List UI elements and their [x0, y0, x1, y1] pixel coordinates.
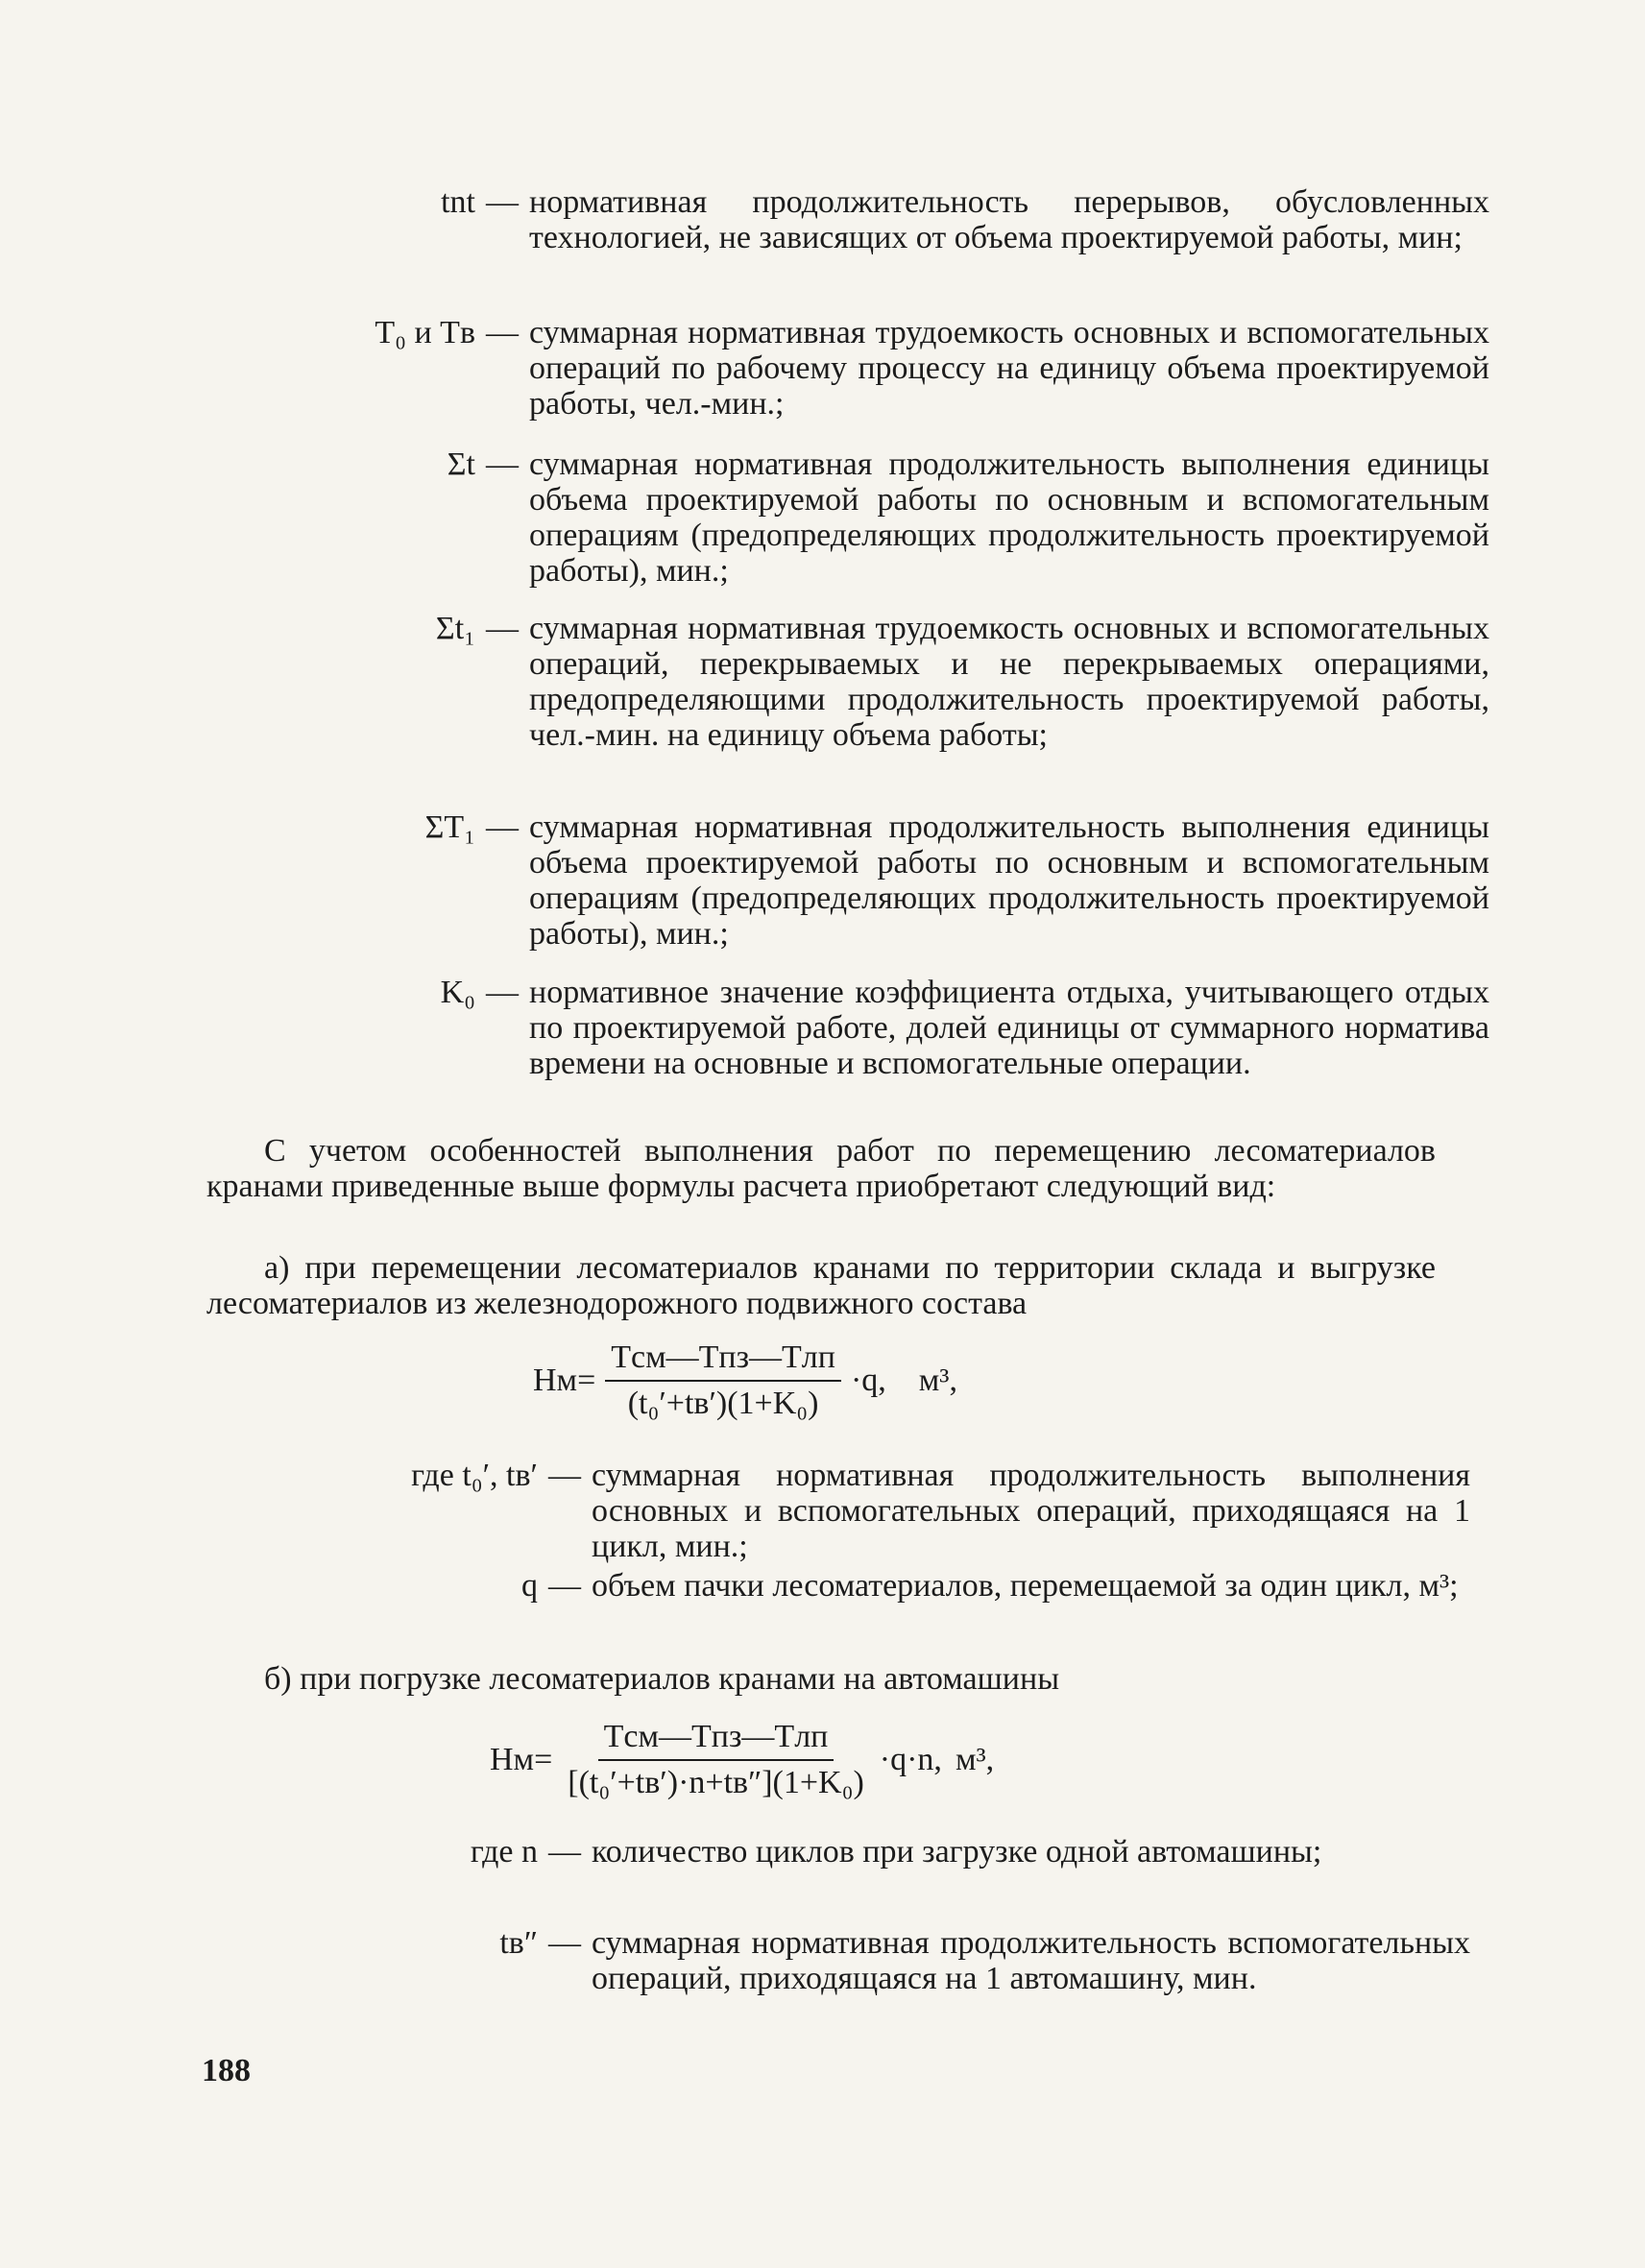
definition-n [230, 1834, 1470, 1870]
definition-text: суммарная нормативная продолжительность вспомогательных операций, приходящаяся на 1 автомашину, мин. [592, 1925, 1470, 1996]
formula-numerator: Tсм—Tпз—Tлп [605, 1339, 841, 1382]
definition-symbol: где t₀′, tв′ [411, 1458, 538, 1493]
definition-dash: — [548, 1834, 581, 1870]
case-a-paragraph [206, 1250, 1436, 1321]
definition-symbol: tв″ [499, 1925, 538, 1961]
formula-denominator: (t₀′+tв′)(1+K₀) [627, 1386, 819, 1421]
formula-fraction [605, 1339, 841, 1422]
definition-q [230, 1568, 1470, 1604]
definition-text: объем пачки лесоматериалов, перемещаемой за один цикл, м³; [592, 1568, 1459, 1604]
definition-symbol: где n [470, 1834, 538, 1870]
definition-dash: — [486, 975, 519, 1010]
case-b-text: б) при погрузке лесоматериалов кранами на автомашины [264, 1661, 1060, 1697]
definition-text: нормативная продолжительность перерывов, обусловленных технологией, не зависящих от объема проектируемой работы, мин; [529, 184, 1489, 255]
definition-dash: — [486, 184, 519, 220]
formula-denominator: [(t₀′+tв′)·n+tв″](1+K₀) [568, 1765, 864, 1800]
intro-paragraph [206, 1133, 1436, 1204]
definition-to-tv [230, 315, 1489, 422]
definition-symbol: K₀ [440, 975, 475, 1010]
definition-text: нормативное значение коэффициента отдыха, учитывающего отдых по проектируемой работе, долей единицы от суммарного норматива времени на основные и вспомогательные операции. [529, 975, 1489, 1081]
definition-text: количество циклов при загрузке одной автомашины; [592, 1834, 1322, 1870]
formula-a [533, 1339, 957, 1422]
definition-dash: — [486, 611, 519, 646]
page-number: 188 [202, 2053, 251, 2088]
definition-k0 [230, 975, 1489, 1081]
definition-text: суммарная нормативная продолжительность выполнения единицы объема проектируемой работы по основным и вспомогательным операциям (предопределяющих продолжительность проектируемой работы), мин.; [529, 446, 1489, 589]
formula-lhs: Hм= [533, 1363, 596, 1398]
formula-numerator: Tсм—Tпз—Tлп [598, 1719, 835, 1761]
definition-dash: — [486, 315, 519, 350]
intro-text: С учетом особенностей выполнения работ по перемещению лесоматериалов кранами приведенные выше формулы расчета приобретают следующий вид: [206, 1133, 1436, 1204]
formula-unit: м³, [955, 1742, 995, 1777]
definition-sum-T1 [230, 809, 1489, 952]
formula-tail: ·q, [850, 1363, 886, 1398]
definition-text: суммарная нормативная трудоемкость основных и вспомогательных операций, перекрываемых и не перекрываемых операциями, предопределяющими продолжительность проектируемой работы, чел.-мин. на единицу объема работы; [529, 611, 1489, 753]
definition-symbol: T₀ и Tв [375, 315, 475, 350]
definition-dash: — [486, 446, 519, 482]
definition-tnt [230, 184, 1489, 255]
case-b-paragraph [206, 1661, 1436, 1697]
definition-tv-double-prime [230, 1925, 1470, 1996]
definition-symbol: Σt₁ [435, 611, 475, 646]
definition-symbol: Σt [447, 446, 475, 482]
definition-t0-tv-prime [230, 1458, 1470, 1564]
definition-symbol: q [521, 1568, 538, 1604]
formula-tail: ·q·n, [879, 1742, 942, 1777]
formula-unit: м³, [918, 1363, 957, 1398]
formula-b [490, 1719, 994, 1801]
definition-dash: — [548, 1925, 581, 1961]
formula-lhs: Hм= [490, 1742, 553, 1777]
formula-fraction [562, 1719, 870, 1801]
definition-text: суммарная нормативная продолжительность выполнения основных и вспомогательных операций, приходящаяся на 1 цикл, мин.; [592, 1458, 1470, 1564]
definition-symbol: tnt [441, 184, 475, 220]
case-a-text: а) при перемещении лесоматериалов кранами по территории склада и выгрузке лесоматериалов из железнодорожного подвижного состава [206, 1250, 1436, 1321]
definition-dash: — [548, 1458, 581, 1493]
definition-text: суммарная нормативная продолжительность выполнения единицы объема проектируемой работы по основным и вспомогательным операциям (предопределяющих продолжительность проектируемой работы), мин.; [529, 809, 1489, 952]
definition-sum-t [230, 446, 1489, 589]
definition-symbol: ΣT₁ [424, 809, 475, 845]
definition-dash: — [548, 1568, 581, 1604]
definition-dash: — [486, 809, 519, 845]
definition-sum-t1 [230, 611, 1489, 753]
definition-text: суммарная нормативная трудоемкость основных и вспомогательных операций по рабочему процессу на единицу объема проектируемой работы, чел.-мин.; [529, 315, 1489, 422]
